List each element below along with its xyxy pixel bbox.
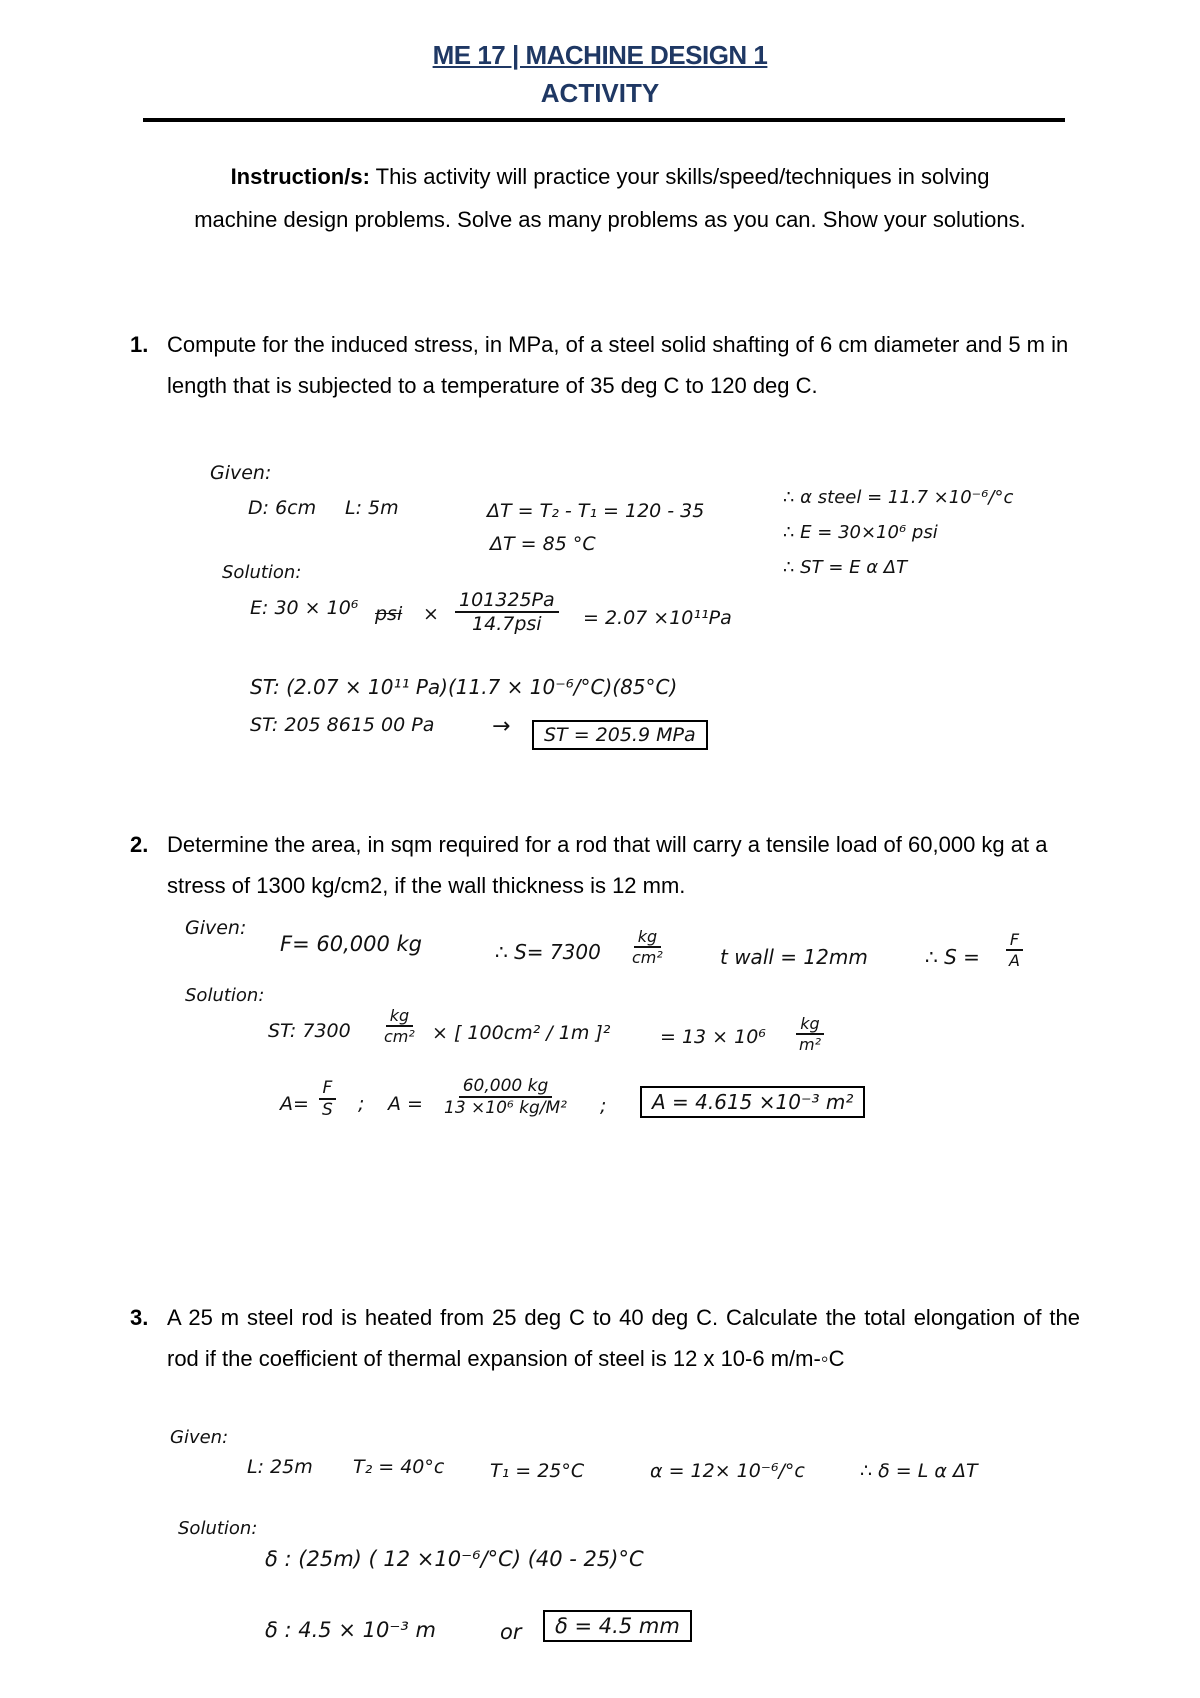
work-line: = 2.07 ×10¹¹Pa [583, 607, 732, 629]
work-line: E: 30 × 10⁶ [250, 597, 359, 619]
instructions [190, 155, 1030, 241]
work-line: A= [280, 1093, 309, 1115]
work-line: ∴ S= 7300 [495, 940, 601, 964]
work-line: ΔT = T₂ - T₁ = 120 - 35 [487, 500, 705, 522]
work-line: ST: 205 8615 00 Pa [250, 714, 435, 736]
work-line: ΔT = 85 °C [490, 533, 596, 555]
work-line: = 13 × 10⁶ [660, 1026, 766, 1048]
work-line: t wall = 12mm [720, 945, 868, 969]
answer-box: A = 4.615 ×10⁻³ m² [640, 1086, 865, 1118]
instructions-label: Instruction/s: [230, 164, 370, 189]
answer-box: δ = 4.5 mm [543, 1610, 692, 1642]
work-line: ; [600, 1095, 607, 1117]
header-divider [143, 118, 1065, 122]
work-line: δ : 4.5 × 10⁻³ m [265, 1618, 436, 1642]
area-fraction: $\frac{60,000 kg}{\text{13 ×10⁶ kg/M²}}$ [444, 1076, 567, 1118]
work-line: δ : (25m) ( 12 ×10⁻⁶/°C) (40 - 25)°C [265, 1547, 644, 1571]
problem-text: A 25 m steel rod is heated from 25 deg C to 40 deg C. Calculate the total elongation of the rod if the coefficient of thermal expansion of steel is 12 x 10-6 m/m-◦C [167, 1305, 1080, 1371]
work-line: × [423, 603, 439, 625]
arrow-icon: → [492, 714, 511, 739]
work-line: ST: 7300 [268, 1020, 351, 1042]
work-line: ∴ E = 30×10⁶ psi [783, 522, 938, 543]
problem-1 [130, 324, 1080, 406]
work-line: D: 6cm [248, 497, 317, 519]
problem-2 [130, 824, 1080, 906]
problem-text: Determine the area, in sqm required for a rod that will carry a tensile load of 60,000 kg at a stress of 1300 kg/cm2, if the wall thickness is 12 mm. [167, 832, 1048, 898]
work-line: ST: (2.07 × 10¹¹ Pa)(11.7 × 10⁻⁶/°C)(85°C) [250, 675, 678, 699]
solution-label: Solution: [222, 562, 302, 583]
conversion-fraction: $\frac{101325Pa}{\text{14.7psi}}$ [455, 589, 559, 635]
problem-number: 1. [130, 332, 149, 357]
work-line: ∴ δ = L α ΔT [860, 1460, 978, 1482]
problem-number: 2. [130, 832, 149, 857]
given-label: Given: [210, 462, 272, 484]
given-label: Given: [170, 1427, 229, 1448]
work-line: ; [358, 1093, 365, 1115]
work-line: ∴ ST = E α ΔT [783, 557, 908, 578]
formula-fraction: $\frac{F}{A}$ [1005, 930, 1024, 970]
page-title: ACTIVITY [540, 78, 660, 108]
result-unit: $\frac{kg}{\text{m²}}$ [795, 1014, 825, 1054]
work-line: T₁ = 25°C [490, 1460, 585, 1482]
given-label: Given: [185, 917, 247, 939]
problem-3 [130, 1297, 1080, 1379]
solution-label: Solution: [178, 1518, 258, 1539]
work-line: or [500, 1620, 522, 1644]
answer-box: ST = 205.9 MPa [532, 720, 708, 750]
work-line: psi [375, 603, 403, 625]
solution-label: Solution: [185, 985, 265, 1006]
work-line: A = [388, 1093, 423, 1115]
stress-unit: $\frac{kg}{\text{cm²}}$ [632, 927, 663, 967]
work-line: L: 5m [345, 497, 399, 519]
stress-unit: $\frac{kg}{\text{cm²}}$ [384, 1006, 415, 1046]
problem-text: Compute for the induced stress, in MPa, of a steel solid shafting of 6 cm diameter and 5 m in length that is subjected to a temperature of 35 deg C to 120 deg C. [167, 332, 1069, 398]
work-line: F= 60,000 kg [280, 932, 422, 956]
formula-fraction: $\frac{F}{S}$ [318, 1078, 337, 1120]
problem-number: 3. [130, 1305, 149, 1330]
work-line: ∴ α steel = 11.7 ×10⁻⁶/°c [783, 487, 1014, 508]
work-line: T₂ = 40°c [353, 1456, 445, 1478]
course-title: ME 17 | MACHINE DESIGN 1 [432, 40, 768, 70]
work-line: L: 25m [247, 1456, 313, 1478]
work-line: ∴ S = [925, 945, 980, 969]
instructions-text: This activity will practice your skills/speed/techniques in solving machine design problems. Solve as many problems as you can. Show your solutions. [194, 164, 1026, 232]
work-line: × [ 100cm² / 1m ]² [432, 1022, 611, 1044]
work-line: α = 12× 10⁻⁶/°c [650, 1460, 805, 1482]
